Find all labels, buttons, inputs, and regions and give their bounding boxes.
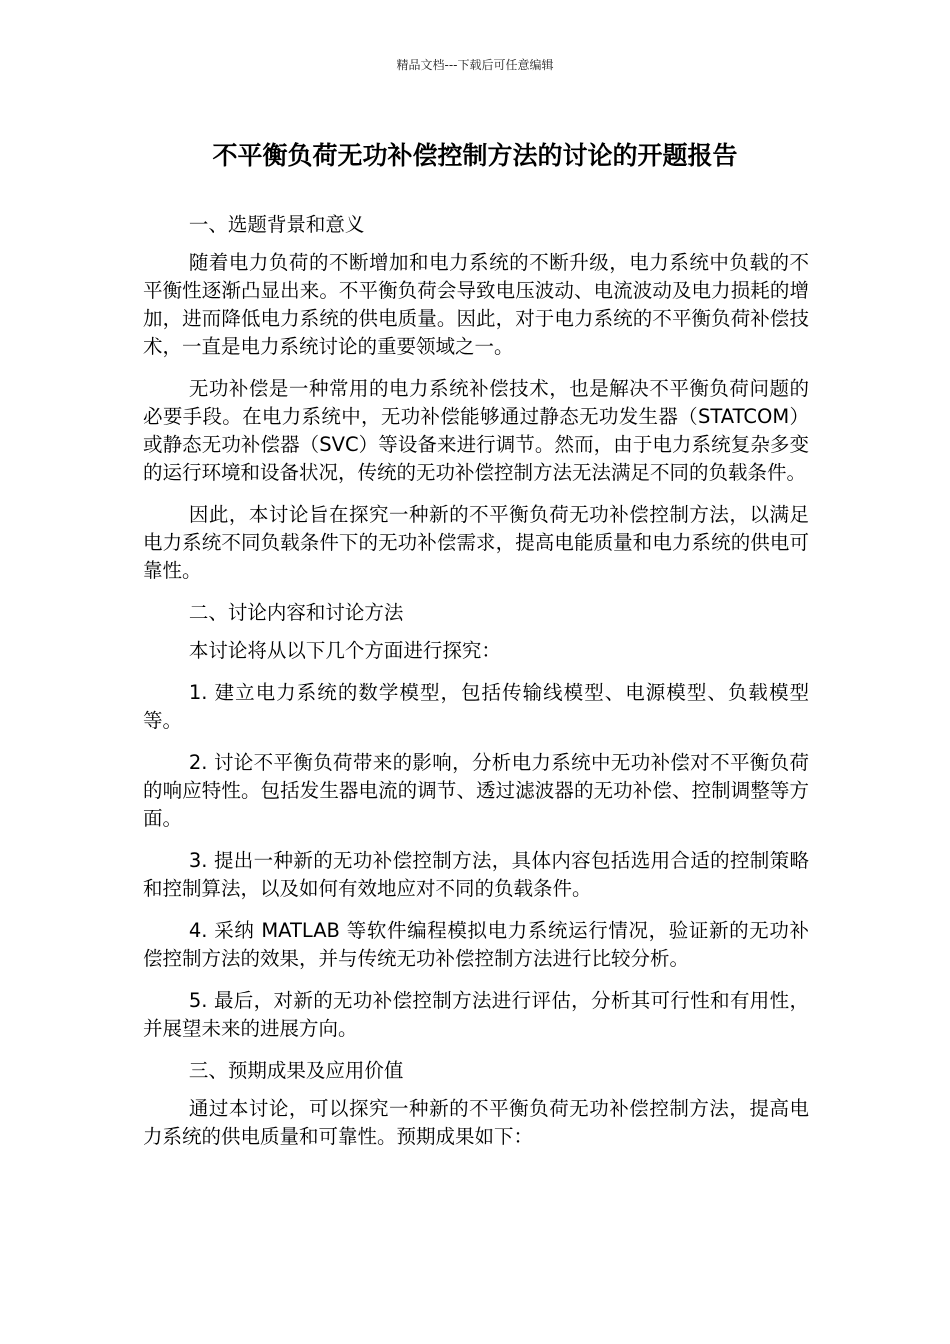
section-1-heading: 一、选题背景和意义 xyxy=(188,213,365,236)
section-3-paragraph-1: 通过本讨论，可以探究一种新的不平衡负荷无功补偿控制方法，提高电力系统的供电质量和可靠性。预期成果如下： xyxy=(143,1097,809,1148)
section-1-paragraph-2: 无功补偿是一种常用的电力系统补偿技术，也是解决不平衡负荷问题的必要手段。在电力系统中，无功补偿能够通过静态无功发生器（STATCOM）或静态无功补偿器（SVC）等设备来进行调节。然而，由于电力系统复杂多变的运行环境和设备状况，传统的无功补偿控制方法无法满足不同的负载条件。 xyxy=(143,377,809,484)
section-1-paragraph-3: 因此，本讨论旨在探究一种新的不平衡负荷无功补偿控制方法，以满足电力系统不同负载条件下的无功补偿需求，提高电能质量和电力系统的供电可靠性。 xyxy=(143,503,809,582)
section-2-item-5: 5. 最后，对新的无功补偿控制方法进行评估，分析其可行性和有用性，并展望未来的进展方向。 xyxy=(143,989,809,1040)
section-2-intro: 本讨论将从以下几个方面进行探究： xyxy=(188,639,501,662)
section-2-heading: 二、讨论内容和讨论方法 xyxy=(188,601,404,624)
section-2-item-3: 3. 提出一种新的无功补偿控制方法，具体内容包括选用合适的控制策略和控制算法，以及如何有效地应对不同的负载条件。 xyxy=(143,849,809,900)
section-2-item-1: 1. 建立电力系统的数学模型，包括传输线模型、电源模型、负载模型等。 xyxy=(143,681,809,732)
document-title: 不平衡负荷无功补偿控制方法的讨论的开题报告 xyxy=(212,141,738,170)
section-2-item-4: 4. 采纳 MATLAB 等软件编程模拟电力系统运行情况，验证新的无功补偿控制方法的效果，并与传统无功补偿控制方法进行比较分析。 xyxy=(143,919,809,970)
document-body xyxy=(143,211,809,1165)
section-1-paragraph-1: 随着电力负荷的不断增加和电力系统的不断升级，电力系统中负载的不平衡性逐渐凸显出来。不平衡负荷会导致电压波动、电流波动及电力损耗的增加，进而降低电力系统的供电质量。因此，对于电力系统的不平衡负荷补偿技术，一直是电力系统讨论的重要领域之一。 xyxy=(143,251,809,358)
header-note: 精品文档---下载后可任意编辑 xyxy=(396,58,554,72)
section-3-heading: 三、预期成果及应用价值 xyxy=(188,1059,404,1082)
section-2-item-2: 2. 讨论不平衡负荷带来的影响，分析电力系统中无功补偿对不平衡负荷的响应特性。包括发生器电流的调节、透过滤波器的无功补偿、控制调整等方面。 xyxy=(143,751,809,830)
